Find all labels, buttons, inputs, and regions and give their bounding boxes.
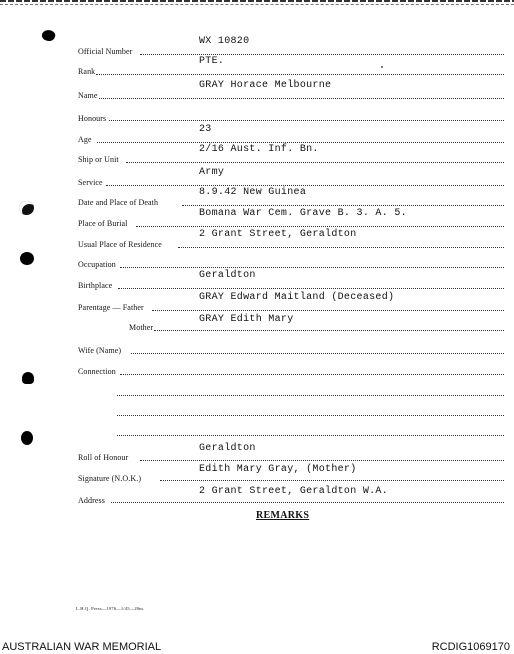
dotted-line: [131, 353, 504, 354]
field-residence: [0, 229, 514, 249]
mother-value: GRAY Edith Mary: [199, 314, 294, 325]
dotted-line: [182, 205, 504, 206]
burial-label: Place of Burial: [78, 219, 128, 228]
dotted-line: [109, 120, 504, 121]
field-honours: [0, 104, 514, 124]
field-birthplace: [0, 270, 514, 290]
dotted-line: [120, 267, 504, 268]
signature-value: Edith Mary Gray, (Mother): [199, 464, 357, 475]
residence-value: 2 Grant Street, Geraldton: [199, 229, 357, 240]
field-roll-of-honour: [0, 443, 514, 463]
dotted-line: [111, 502, 504, 503]
dotted-line: [117, 435, 504, 436]
dotted-line: [99, 98, 504, 99]
archive-footer: [0, 638, 514, 654]
field-connection: [0, 362, 514, 382]
age-label: Age: [78, 135, 92, 144]
footer-institution: AUSTRALIAN WAR MEMORIAL: [2, 641, 162, 653]
father-value: GRAY Edward Maitland (Deceased): [199, 292, 395, 303]
dotted-line: [117, 395, 504, 396]
mother-label: Mother: [129, 323, 154, 332]
service-value: Army: [199, 167, 225, 178]
official-number-label: Official Number: [78, 47, 133, 56]
death-label: Date and Place of Death: [78, 198, 159, 207]
occupation-label: Occupation: [78, 260, 116, 269]
death-value: 8.9.42 New Guinea: [199, 187, 307, 198]
dotted-line: [152, 310, 504, 311]
field-father: [0, 292, 514, 312]
dotted-line: [136, 226, 504, 227]
footer-record-id: RCDIG1069170: [431, 641, 510, 653]
printer-note: L.H.Q. Press—1976—1/45—20m.: [76, 606, 145, 611]
dotted-line: [154, 330, 504, 331]
rank-label: Rank: [78, 67, 96, 76]
dotted-line: [126, 162, 504, 163]
address-value: 2 Grant Street, Geraldton W.A.: [199, 486, 389, 497]
roll-value: Geraldton: [199, 443, 256, 454]
official-number-value: WX 10820: [199, 36, 250, 47]
dotted-line: [140, 460, 504, 461]
roll-label: Roll of Honour: [78, 453, 129, 462]
field-address: [0, 486, 514, 506]
dotted-line: [118, 288, 504, 289]
dotted-line: [140, 54, 504, 55]
dotted-line: [96, 74, 504, 75]
birthplace-value: Geraldton: [199, 270, 256, 281]
rank-value: PTE.: [199, 56, 225, 67]
honours-label: Honours: [78, 114, 107, 123]
remarks-heading: REMARKS: [256, 510, 310, 521]
field-ship-or-unit: [0, 144, 514, 164]
field-mother: [0, 314, 514, 334]
dotted-line: [97, 142, 504, 143]
service-label: Service: [78, 178, 103, 187]
field-place-of-burial: [0, 208, 514, 228]
name-label: Name: [78, 91, 98, 100]
name-value: GRAY Horace Melbourne: [199, 80, 332, 91]
field-signature: [0, 464, 514, 484]
burial-value: Bomana War Cem. Grave B. 3. A. 5.: [199, 208, 407, 219]
ship-or-unit-label: Ship or Unit: [78, 155, 119, 164]
address-label: Address: [78, 496, 105, 505]
father-label: Parentage — Father: [78, 303, 144, 312]
birthplace-label: Birthplace: [78, 281, 113, 290]
residence-label: Usual Place of Residence: [78, 240, 162, 249]
dotted-line: [160, 480, 504, 481]
field-name: [0, 80, 514, 100]
field-service: [0, 167, 514, 187]
field-rank: [0, 56, 514, 76]
connection-label: Connection: [78, 367, 116, 376]
field-date-place-of-death: [0, 187, 514, 207]
field-wife: [0, 340, 514, 360]
dotted-line: [117, 415, 504, 416]
unit-value: 2/16 Aust. Inf. Bn.: [199, 144, 319, 155]
signature-label: Signature (N.O.K.): [78, 474, 142, 483]
dotted-line: [106, 185, 504, 186]
age-value: 23: [199, 124, 212, 135]
page-top-edge: [0, 0, 514, 5]
field-official-number: [0, 36, 514, 56]
dotted-line: [178, 247, 504, 248]
dotted-line: [120, 374, 504, 375]
field-age: [0, 124, 514, 144]
wife-label: Wife (Name): [78, 346, 122, 355]
